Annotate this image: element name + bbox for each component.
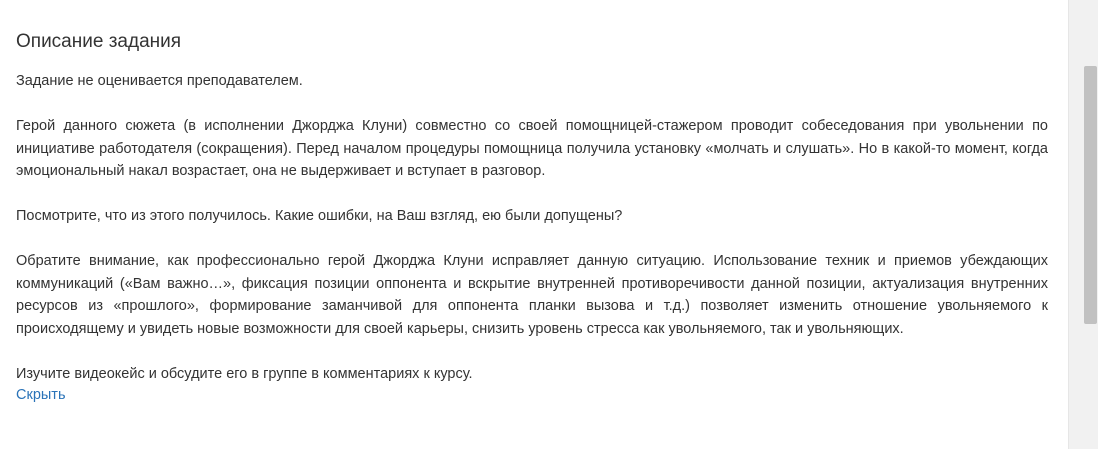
task-heading: Описание задания [16, 31, 182, 52]
task-description [16, 30, 1048, 405]
task-paragraph-grading: Задание не оценивается преподавателем. [16, 73, 303, 89]
task-paragraph-question: Посмотрите, что из этого получилось. Какие ошибки, на Ваш взгляд, ею были допущены? [16, 208, 623, 224]
scrollbar-thumb[interactable] [1084, 66, 1097, 324]
task-paragraph-instruction: Изучите видеокейс и обсудите его в группе в комментариях к курсу. [16, 365, 473, 382]
task-paragraph-plot: Герой данного сюжета (в исполнении Джорджа Клуни) совместно со своей помощницей-стажером проводит собеседования при увольнении по инициативе работодателя (сокращения). Перед началом процедуры помощница получила установку «молчать и слушать». Но в какой-то момент, когда эмоциональный накал возрастает, она не выдерживает и вступает в разговор. [16, 118, 1048, 179]
task-paragraph-analysis: Обратите внимание, как профессионально герой Джорджа Клуни исправляет данную ситуацию. Использование техник и приемов убеждающих коммуникаций («Вам важно…», фиксация позиции оппонента и вскрытие внутренней противоречивости данной позиции, актуализация внутренних ресурсов из «прошлого», формирование заманчивой для оппонента планки вызова и т.д.) позволяет изменить отношение увольняемого к происходящему и увидеть новые возможности для своей карьеры, снизить уровень стресса как увольняемого, так и увольняющих. [16, 253, 1048, 337]
vertical-scrollbar[interactable] [1068, 0, 1098, 449]
hide-description-link[interactable]: Скрыть [16, 387, 66, 403]
